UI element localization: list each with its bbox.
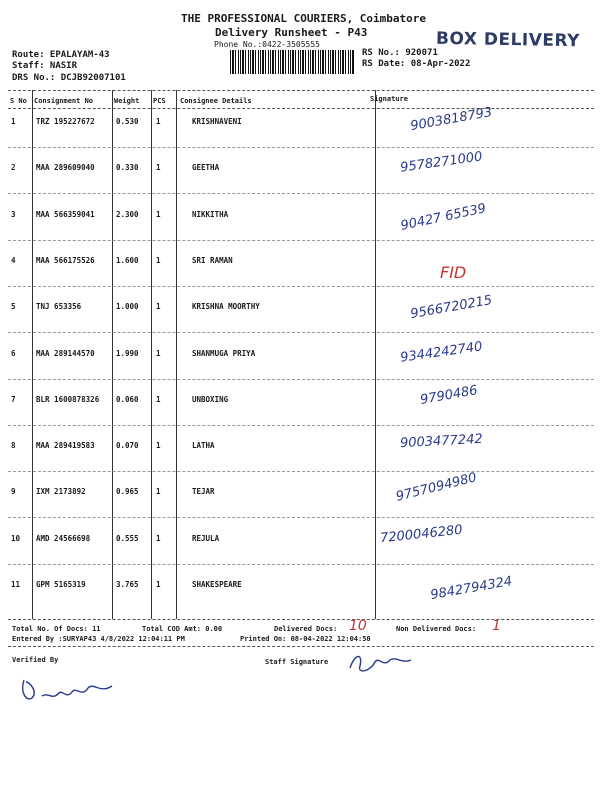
delivered-docs-label: Delivered Docs: (274, 625, 338, 633)
row-weight: 2.300 (116, 210, 139, 219)
row-consignment: MAA 566175526 (36, 256, 95, 265)
row-weight: 1.000 (116, 302, 139, 311)
row-consignment: IXM 2173892 (36, 487, 86, 496)
row-signature-handwriting: 9003477242 (399, 431, 484, 452)
row-sno: 6 (11, 349, 16, 358)
row-consignment: BLR 1600878326 (36, 395, 100, 404)
row-weight: 0.965 (116, 487, 139, 496)
row-signature-handwriting: 9344242740 (399, 339, 484, 366)
row-consignee: KRISHNA MOORTHY (192, 302, 260, 311)
row-separator (8, 193, 594, 194)
row-sno: 3 (11, 210, 16, 219)
phone-number: Phone No.:0422-3505555 (214, 40, 320, 49)
row-signature-handwriting: 7200046280 (379, 522, 464, 547)
row-pcs: 1 (156, 256, 161, 265)
staff-signature-label: Staff Signature (265, 658, 329, 666)
row-sno: 2 (11, 163, 16, 172)
row-consignee: GEETHA (192, 163, 220, 172)
col-divider (32, 90, 33, 619)
verifier-signature-scribble (18, 672, 118, 708)
row-pcs: 1 (156, 163, 161, 172)
col-weight: Weight (114, 97, 140, 105)
col-signature: Signature (370, 95, 408, 103)
row-consignment: MAA 289144570 (36, 349, 95, 358)
row-weight: 1.990 (116, 349, 139, 358)
row-separator (8, 564, 594, 565)
row-signature-handwriting: 90427 65539 (399, 201, 488, 234)
row-pcs: 1 (156, 580, 161, 589)
non-delivered-label: Non Delivered Docs: (396, 625, 477, 633)
row-consignment: TRZ 195227672 (36, 117, 95, 126)
col-consignment: Consignment No (34, 97, 94, 105)
row-consignee: TEJAR (192, 487, 215, 496)
row-signature-handwriting: 9757094980 (394, 470, 479, 505)
col-divider (151, 90, 152, 619)
row-sno: 11 (11, 580, 21, 589)
row-separator (8, 425, 594, 426)
row-consignee: NIKKITHA (192, 210, 229, 219)
table-top-rule (8, 90, 594, 91)
entered-by: Entered By :SURYAP43 4/8/2022 12:04:11 PM (12, 635, 185, 643)
row-weight: 3.765 (116, 580, 139, 589)
row-signature-handwriting: 9842794324 (429, 573, 514, 604)
total-docs: Total No. Of Docs: 11 (12, 625, 101, 633)
printed-on: Printed On: 08-04-2022 12:04:50 (240, 635, 371, 643)
row-consignee: KRISHNAVENI (192, 117, 242, 126)
box-delivery-stamp: BOX DELIVERY (435, 28, 581, 52)
non-delivered-value: 1 (492, 618, 501, 634)
row-signature-handwriting: 9566720215 (409, 292, 494, 323)
staff-label: Staff: NASIR (12, 61, 78, 71)
row-consignee: SRI RAMAN (192, 256, 233, 265)
row-pcs: 1 (156, 117, 161, 126)
row-separator (8, 517, 594, 518)
drs-number: DRS No.: DCJB92007101 (12, 73, 126, 83)
row-consignment: MAA 289419583 (36, 441, 95, 450)
row-pcs: 1 (156, 441, 161, 450)
row-separator (8, 471, 594, 472)
row-signature-handwriting: 9003818793 (409, 104, 494, 135)
col-pcs: PCS (153, 97, 166, 105)
footer-rule (8, 646, 594, 647)
row-pcs: 1 (156, 349, 161, 358)
row-sno: 5 (11, 302, 16, 311)
col-divider (112, 90, 113, 619)
table-bottom-rule (8, 619, 594, 620)
row-consignee: UNBOXING (192, 395, 229, 404)
row-consignee: LATHA (192, 441, 215, 450)
row-signature-handwriting: 9578271000 (399, 149, 484, 176)
row-signature-handwriting: 9790486 (419, 383, 479, 408)
row-weight: 0.060 (116, 395, 139, 404)
col-divider (176, 90, 177, 619)
row-consignment: AMD 24566698 (36, 534, 91, 543)
row-sno: 7 (11, 395, 16, 404)
row-sno: 1 (11, 117, 16, 126)
col-divider (375, 90, 376, 619)
verified-by-label: Verified By (12, 656, 59, 664)
col-sno: S No (10, 97, 27, 105)
barcode-image (230, 50, 355, 74)
rs-date: RS Date: 08-Apr-2022 (362, 59, 471, 69)
row-weight: 1.600 (116, 256, 139, 265)
row-pcs: 1 (156, 487, 161, 496)
col-consignee: Consignee Details (180, 97, 252, 105)
row-signature-handwriting: FID (440, 263, 467, 282)
row-sno: 8 (11, 441, 16, 450)
delivered-docs-value: 10 (349, 618, 367, 634)
table-header-rule (8, 108, 594, 109)
row-separator (8, 379, 594, 380)
staff-signature-scribble (345, 648, 415, 678)
row-pcs: 1 (156, 395, 161, 404)
row-consignment: MAA 566359041 (36, 210, 95, 219)
row-consignee: SHANMUGA PRIYA (192, 349, 256, 358)
row-sno: 4 (11, 256, 16, 265)
total-cod: Total COD Amt: 0.00 (142, 625, 223, 633)
row-pcs: 1 (156, 302, 161, 311)
row-separator (8, 286, 594, 287)
row-weight: 0.530 (116, 117, 139, 126)
rs-number: RS No.: 920071 (362, 48, 438, 58)
row-separator (8, 332, 594, 333)
company-name: THE PROFESSIONAL COURIERS, Coimbatore (181, 12, 427, 25)
row-consignee: SHAKESPEARE (192, 580, 242, 589)
row-weight: 0.070 (116, 441, 139, 450)
row-sno: 10 (11, 534, 21, 543)
row-consignee: REJULA (192, 534, 220, 543)
row-consignment: MAA 289609040 (36, 163, 95, 172)
row-sno: 9 (11, 487, 16, 496)
runsheet-title: Delivery Runsheet - P43 (215, 26, 368, 39)
row-separator (8, 240, 594, 241)
row-weight: 0.330 (116, 163, 139, 172)
row-consignment: TNJ 653356 (36, 302, 82, 311)
row-consignment: GPM 5165319 (36, 580, 86, 589)
row-weight: 0.555 (116, 534, 139, 543)
route-label: Route: EPALAYAM-43 (12, 50, 110, 60)
row-separator (8, 147, 594, 148)
row-pcs: 1 (156, 210, 161, 219)
row-pcs: 1 (156, 534, 161, 543)
